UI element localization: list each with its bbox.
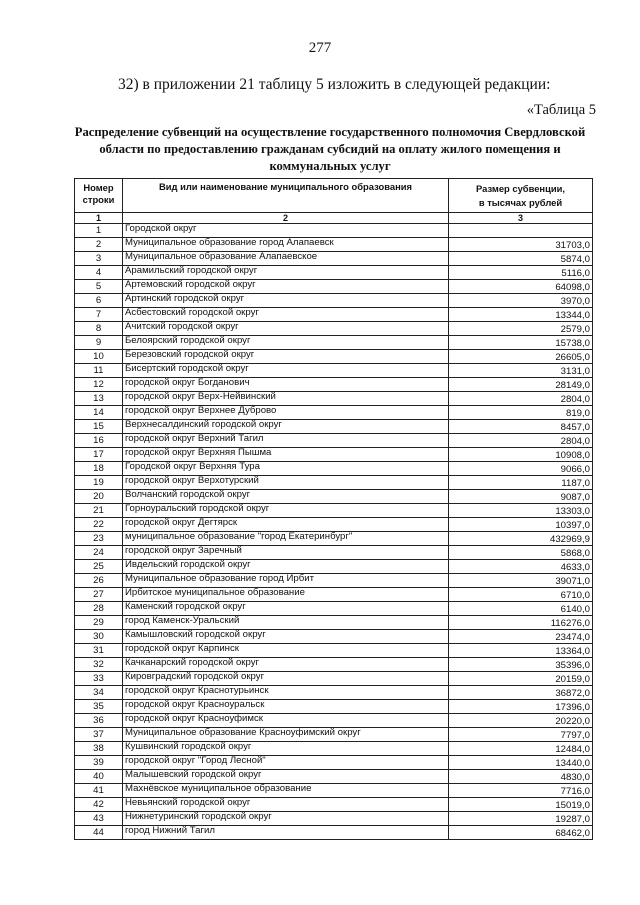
municipality-name-cell: город Каменск-Уральский	[123, 616, 449, 630]
municipality-name-cell: Невьянский городской округ	[123, 798, 449, 812]
table-row	[75, 224, 593, 238]
table-row	[75, 742, 593, 756]
subsidy-amount-cell: 2804,0	[449, 434, 593, 448]
row-number-cell: 14	[75, 406, 123, 420]
municipality-name-cell: Махнёвское муниципальное образование	[123, 784, 449, 798]
table-row	[75, 308, 593, 322]
row-number-cell: 20	[75, 490, 123, 504]
header-row-number-line2: строки	[82, 194, 115, 205]
subsidy-amount-cell: 6710,0	[449, 588, 593, 602]
subsidy-amount-cell: 2579,0	[449, 322, 593, 336]
subsidy-amount-cell: 13344,0	[449, 308, 593, 322]
municipality-name-cell: город Нижний Тагил	[123, 826, 449, 840]
municipality-name-cell: Волчанский городской округ	[123, 490, 449, 504]
municipality-name-cell: Ирбитское муниципальное образование	[123, 588, 449, 602]
row-number-cell: 37	[75, 728, 123, 742]
row-number-cell: 2	[75, 238, 123, 252]
municipality-name-cell: Городской округ Верхняя Тура	[123, 462, 449, 476]
table-row	[75, 462, 593, 476]
subsidy-amount-cell	[449, 224, 593, 238]
row-number-cell: 36	[75, 714, 123, 728]
subsidy-amount-cell: 3131,0	[449, 364, 593, 378]
row-number-cell: 24	[75, 546, 123, 560]
row-number-cell: 6	[75, 294, 123, 308]
header-amount-line2: в тысячах рублей	[478, 197, 563, 208]
row-number-cell: 8	[75, 322, 123, 336]
intro-text: 32) в приложении 21 таблицу 5 изложить в следующей редакции:	[118, 76, 551, 93]
subsidy-table	[74, 178, 593, 840]
header-municipality: Вид или наименование муниципального образования	[123, 179, 449, 213]
row-number-cell: 23	[75, 532, 123, 546]
row-number-cell: 42	[75, 798, 123, 812]
municipality-name-cell: городской округ Заречный	[123, 546, 449, 560]
table-row	[75, 560, 593, 574]
row-number-cell: 17	[75, 448, 123, 462]
row-number-cell: 21	[75, 504, 123, 518]
subsidy-amount-cell: 5116,0	[449, 266, 593, 280]
column-number-row	[75, 213, 593, 224]
subsidy-amount-cell: 19287,0	[449, 812, 593, 826]
table-row	[75, 294, 593, 308]
header-row-number-line1: Номер	[83, 182, 114, 193]
header-amount	[449, 179, 593, 213]
municipality-name-cell: Горноуральский городской округ	[123, 504, 449, 518]
row-number-cell: 4	[75, 266, 123, 280]
subsidy-amount-cell: 3970,0	[449, 294, 593, 308]
row-number-cell: 28	[75, 602, 123, 616]
table-row	[75, 476, 593, 490]
table-row	[75, 350, 593, 364]
column-number: 2	[123, 213, 449, 224]
municipality-name-cell: Верхнесалдинский городской округ	[123, 420, 449, 434]
table-row	[75, 756, 593, 770]
document-title: Распределение субвенций на осуществление государственного полномочия Свердловской области по предоставлению гражданам субсидий на оплату жилого помещения и коммунальных услуг	[74, 125, 586, 173]
row-number-cell: 15	[75, 420, 123, 434]
column-number: 3	[449, 213, 593, 224]
subsidy-amount-cell: 8457,0	[449, 420, 593, 434]
table-row	[75, 728, 593, 742]
subsidy-amount-cell: 6140,0	[449, 602, 593, 616]
row-number-cell: 31	[75, 644, 123, 658]
table-row	[75, 238, 593, 252]
municipality-name-cell: городской округ Верхний Тагил	[123, 434, 449, 448]
subsidy-amount-cell: 4633,0	[449, 560, 593, 574]
municipality-name-cell: Белоярский городской округ	[123, 336, 449, 350]
table-row	[75, 826, 593, 840]
row-number-cell: 38	[75, 742, 123, 756]
table-row	[75, 644, 593, 658]
row-number-cell: 32	[75, 658, 123, 672]
table-row	[75, 280, 593, 294]
subsidy-amount-cell: 819,0	[449, 406, 593, 420]
municipality-name-cell: Нижнетуринский городской округ	[123, 812, 449, 826]
subsidy-amount-cell: 7797,0	[449, 728, 593, 742]
municipality-name-cell: Камышловский городской округ	[123, 630, 449, 644]
table-row	[75, 364, 593, 378]
subsidy-amount-cell: 26605,0	[449, 350, 593, 364]
subsidy-amount-cell: 15738,0	[449, 336, 593, 350]
municipality-name-cell: Ачитский городской округ	[123, 322, 449, 336]
page-number: 277	[308, 40, 332, 56]
row-number-cell: 3	[75, 252, 123, 266]
municipality-name-cell: Бисертский городской округ	[123, 364, 449, 378]
table-row	[75, 322, 593, 336]
table-row	[75, 588, 593, 602]
table-row	[75, 266, 593, 280]
municipality-name-cell: Кушвинский городской округ	[123, 742, 449, 756]
table-row	[75, 700, 593, 714]
subsidy-amount-cell: 1187,0	[449, 476, 593, 490]
subsidy-amount-cell: 4830,0	[449, 770, 593, 784]
subsidy-amount-cell: 20220,0	[449, 714, 593, 728]
municipality-name-cell: Артинский городской округ	[123, 294, 449, 308]
municipality-name-cell: Каменский городской округ	[123, 602, 449, 616]
municipality-name-cell: Артемовский городской округ	[123, 280, 449, 294]
municipality-name-cell: Муниципальное образование город Ирбит	[123, 574, 449, 588]
subsidy-amount-cell: 2804,0	[449, 392, 593, 406]
municipality-name-cell: городской округ Верх-Нейвинский	[123, 392, 449, 406]
row-number-cell: 5	[75, 280, 123, 294]
table-row	[75, 784, 593, 798]
row-number-cell: 30	[75, 630, 123, 644]
subsidy-amount-cell: 9087,0	[449, 490, 593, 504]
municipality-name-cell: Арамильский городской округ	[123, 266, 449, 280]
subsidy-amount-cell: 5868,0	[449, 546, 593, 560]
row-number-cell: 10	[75, 350, 123, 364]
subsidy-amount-cell: 5874,0	[449, 252, 593, 266]
subsidy-amount-cell: 12484,0	[449, 742, 593, 756]
municipality-name-cell: Березовский городской округ	[123, 350, 449, 364]
table-row	[75, 448, 593, 462]
row-number-cell: 1	[75, 224, 123, 238]
table-row	[75, 630, 593, 644]
subsidy-amount-cell: 10397,0	[449, 518, 593, 532]
table-row	[75, 658, 593, 672]
municipality-name-cell: Асбестовский городской округ	[123, 308, 449, 322]
header-amount-line1: Размер субвенции,	[476, 183, 565, 194]
table-row	[75, 672, 593, 686]
row-number-cell: 22	[75, 518, 123, 532]
municipality-name-cell: Муниципальное образование Алапаевское	[123, 252, 449, 266]
municipality-name-cell: городской округ Краснотурьинск	[123, 686, 449, 700]
municipality-name-cell: Качканарский городской округ	[123, 658, 449, 672]
table-row	[75, 602, 593, 616]
row-number-cell: 43	[75, 812, 123, 826]
subsidy-amount-cell: 15019,0	[449, 798, 593, 812]
municipality-name-cell: городской округ "Город Лесной"	[123, 756, 449, 770]
municipality-name-cell: городской округ Верхняя Пышма	[123, 448, 449, 462]
table-row	[75, 336, 593, 350]
table-row	[75, 616, 593, 630]
row-number-cell: 29	[75, 616, 123, 630]
municipality-name-cell: городской округ Карпинск	[123, 644, 449, 658]
subsidy-amount-cell: 10908,0	[449, 448, 593, 462]
municipality-name-cell: Городской округ	[123, 224, 449, 238]
subsidy-amount-cell: 13303,0	[449, 504, 593, 518]
table-row	[75, 406, 593, 420]
table-row	[75, 532, 593, 546]
table-row	[75, 812, 593, 826]
subsidy-amount-cell: 432969,9	[449, 532, 593, 546]
table-row	[75, 686, 593, 700]
table-row	[75, 518, 593, 532]
municipality-name-cell: муниципальное образование "город Екатеринбург"	[123, 532, 449, 546]
table-row	[75, 420, 593, 434]
municipality-name-cell: Малышевский городской округ	[123, 770, 449, 784]
table-caption: «Таблица 5	[526, 102, 596, 118]
table-row	[75, 490, 593, 504]
municipality-name-cell: Ивдельский городской округ	[123, 560, 449, 574]
table-row	[75, 546, 593, 560]
row-number-cell: 27	[75, 588, 123, 602]
table-row	[75, 392, 593, 406]
municipality-name-cell: городской округ Верхотурский	[123, 476, 449, 490]
row-number-cell: 41	[75, 784, 123, 798]
row-number-cell: 19	[75, 476, 123, 490]
row-number-cell: 33	[75, 672, 123, 686]
row-number-cell: 18	[75, 462, 123, 476]
row-number-cell: 12	[75, 378, 123, 392]
table-row	[75, 714, 593, 728]
municipality-name-cell: Муниципальное образование город Алапаевск	[123, 238, 449, 252]
subsidy-amount-cell: 39071,0	[449, 574, 593, 588]
subsidy-amount-cell: 20159,0	[449, 672, 593, 686]
subsidy-amount-cell: 13364,0	[449, 644, 593, 658]
row-number-cell: 16	[75, 434, 123, 448]
municipality-name-cell: городской округ Богданович	[123, 378, 449, 392]
subsidy-amount-cell: 9066,0	[449, 462, 593, 476]
municipality-name-cell: Кировградский городской округ	[123, 672, 449, 686]
municipality-name-cell: городской округ Красноуральск	[123, 700, 449, 714]
row-number-cell: 26	[75, 574, 123, 588]
row-number-cell: 25	[75, 560, 123, 574]
municipality-name-cell: городской округ Верхнее Дуброво	[123, 406, 449, 420]
row-number-cell: 35	[75, 700, 123, 714]
row-number-cell: 40	[75, 770, 123, 784]
subsidy-amount-cell: 64098,0	[449, 280, 593, 294]
column-number: 1	[75, 213, 123, 224]
table-row	[75, 378, 593, 392]
row-number-cell: 39	[75, 756, 123, 770]
row-number-cell: 13	[75, 392, 123, 406]
municipality-name-cell: городской округ Дегтярск	[123, 518, 449, 532]
table-row	[75, 798, 593, 812]
subsidy-amount-cell: 68462,0	[449, 826, 593, 840]
municipality-name-cell: городской округ Красноуфимск	[123, 714, 449, 728]
table-body	[75, 224, 593, 840]
subsidy-amount-cell: 36872,0	[449, 686, 593, 700]
row-number-cell: 34	[75, 686, 123, 700]
header-row-number	[75, 179, 123, 213]
row-number-cell: 9	[75, 336, 123, 350]
table-header-row	[75, 179, 593, 213]
row-number-cell: 7	[75, 308, 123, 322]
subsidy-amount-cell: 28149,0	[449, 378, 593, 392]
subsidy-amount-cell: 17396,0	[449, 700, 593, 714]
table-row	[75, 770, 593, 784]
municipality-name-cell: Муниципальное образование Красноуфимский округ	[123, 728, 449, 742]
subsidy-amount-cell: 13440,0	[449, 756, 593, 770]
table-row	[75, 574, 593, 588]
table-row	[75, 504, 593, 518]
subsidy-amount-cell: 7716,0	[449, 784, 593, 798]
subsidy-amount-cell: 31703,0	[449, 238, 593, 252]
subsidy-amount-cell: 35396,0	[449, 658, 593, 672]
row-number-cell: 44	[75, 826, 123, 840]
subsidy-amount-cell: 116276,0	[449, 616, 593, 630]
table-row	[75, 434, 593, 448]
row-number-cell: 11	[75, 364, 123, 378]
subsidy-amount-cell: 23474,0	[449, 630, 593, 644]
table-row	[75, 252, 593, 266]
